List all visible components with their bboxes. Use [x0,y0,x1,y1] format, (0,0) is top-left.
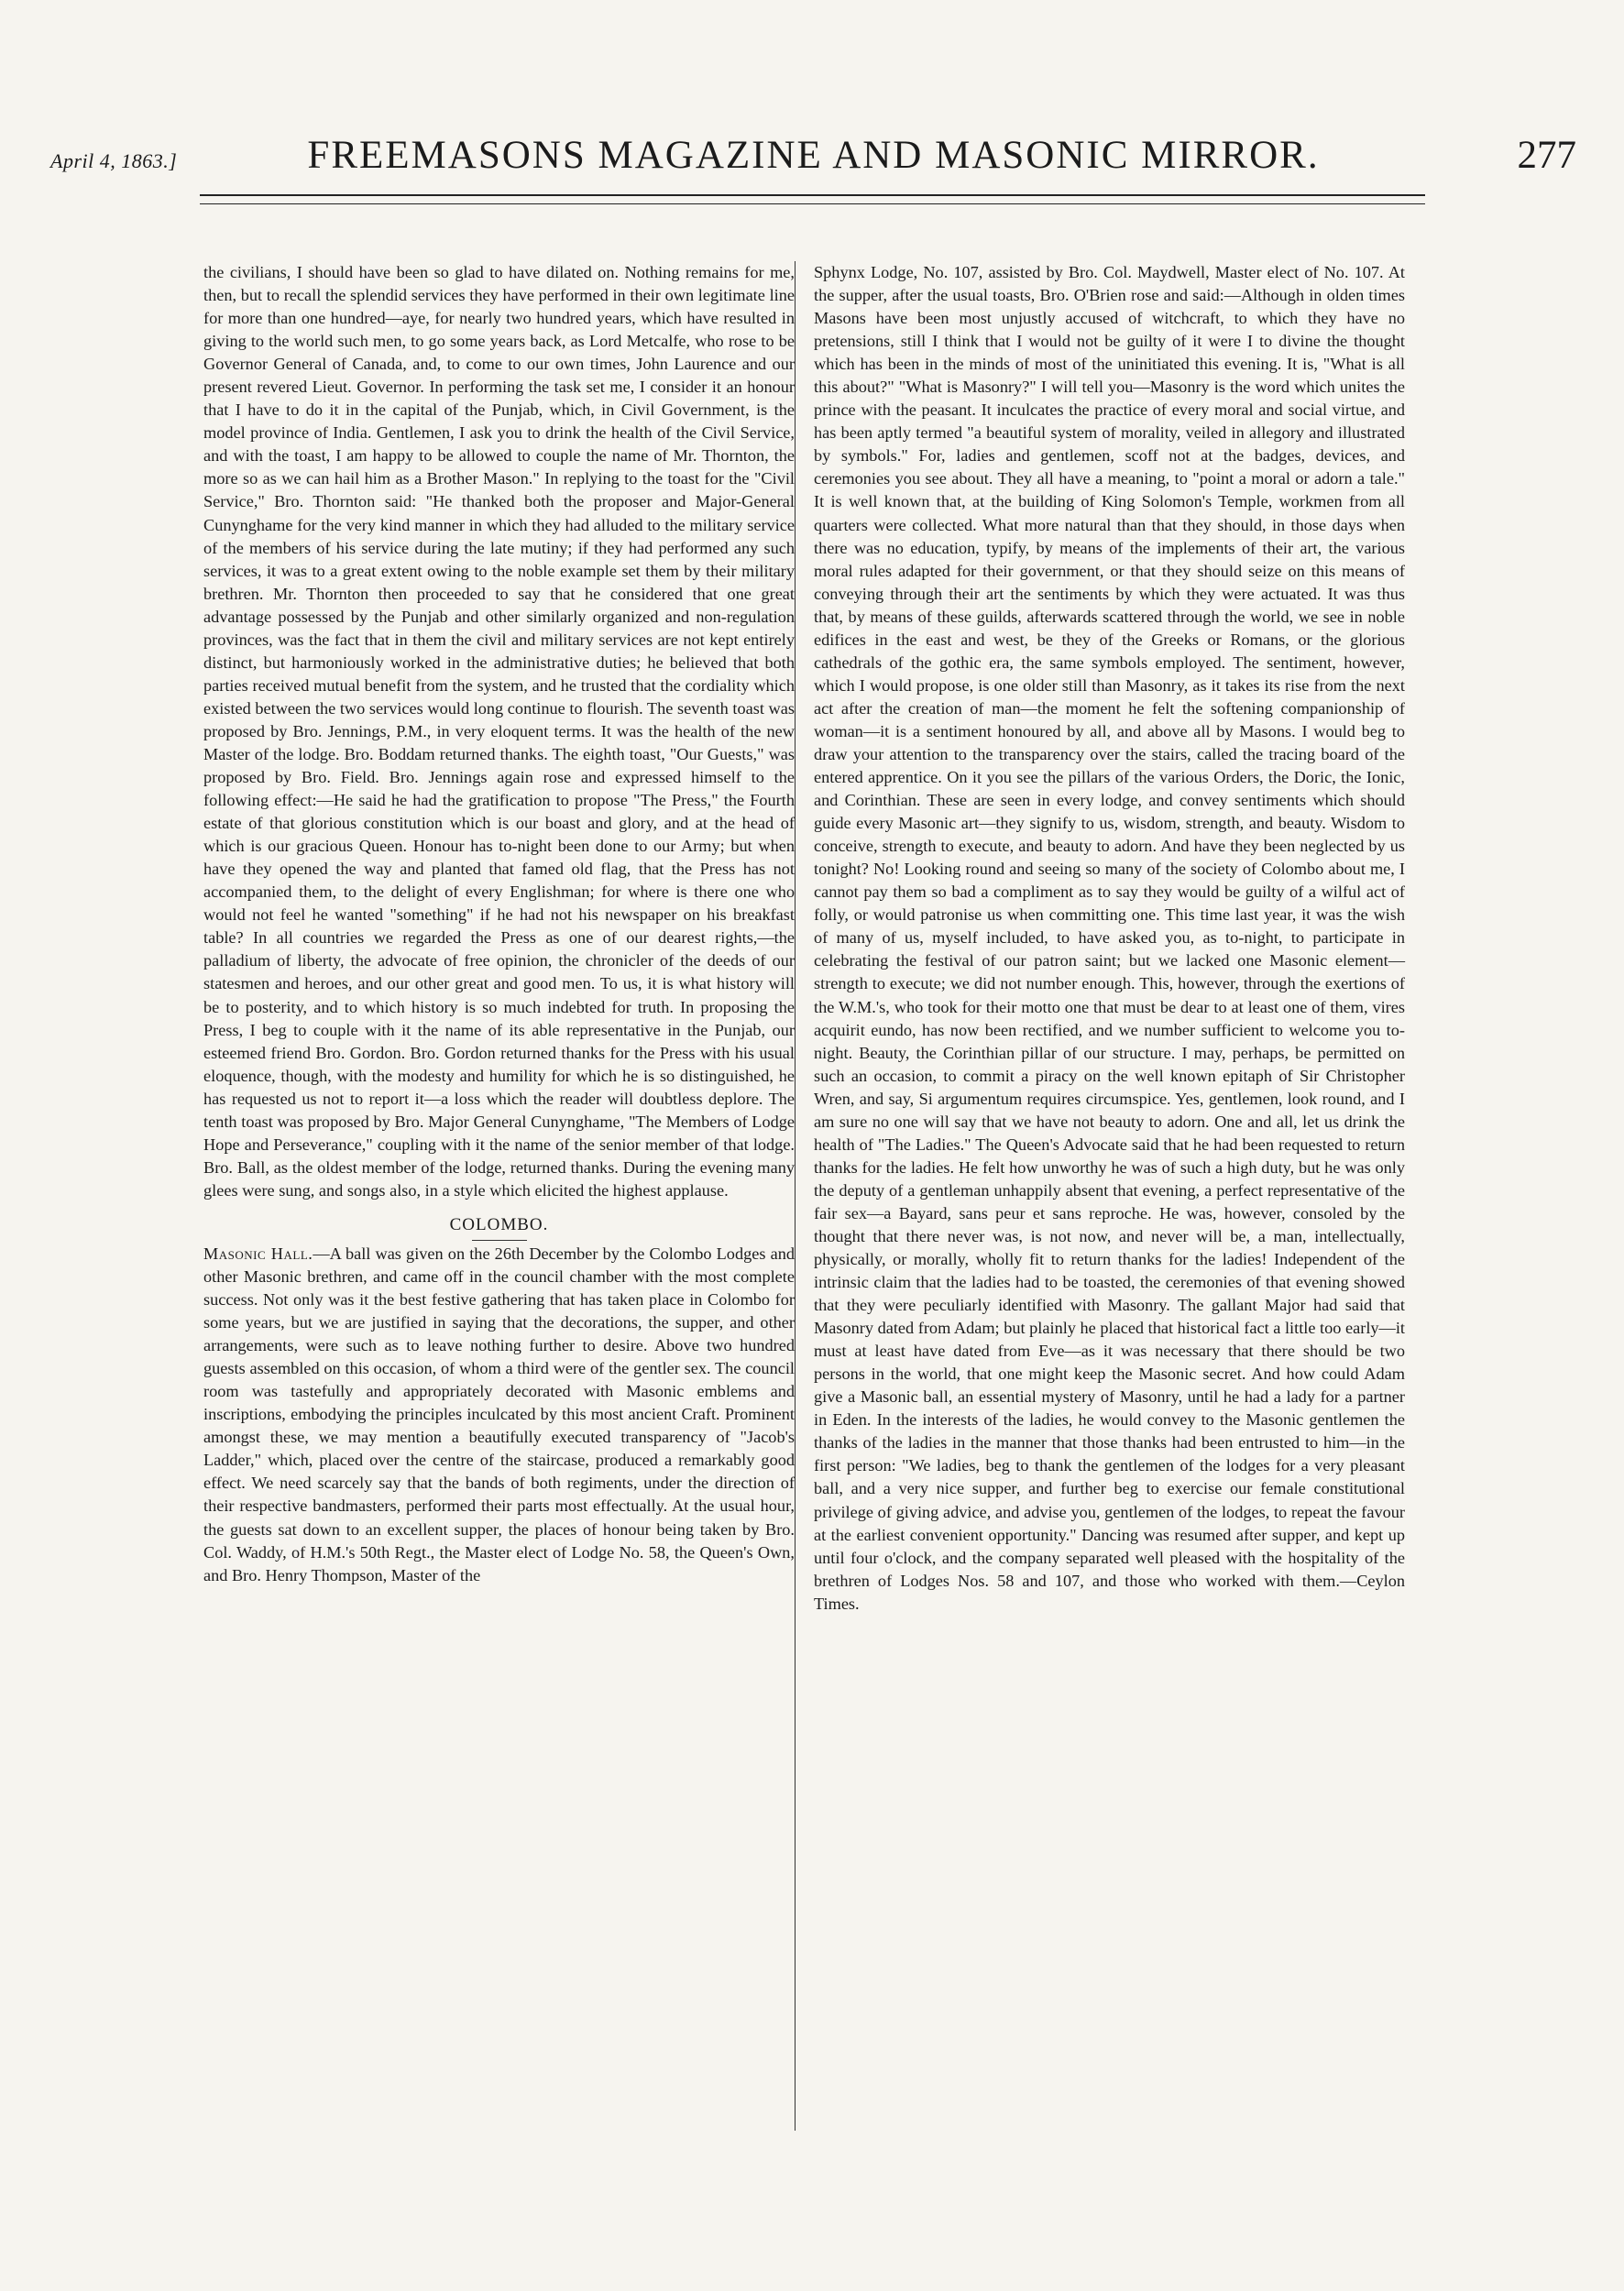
article-paragraph: the civilians, I should have been so glad to have dilated on. Nothing remains for me, then, but to recall the splendid services they have performed in their own legitimate line for more than one hundred—aye, for nearly two hundred years, which have resulted in giving to the world such men, to go some years back, as Lord Metcalfe, who rose to be Governor General of Canada, and, to come to our own times, John Laurence and our present revered Lieut. Governor. In performing the task set me, I consider it an honour that I have to do it in the capital of the Punjab, which, in Civil Government, is the model province of India. Gentlemen, I ask you to drink the health of the Civil Service, and with the toast, I am happy to be allowed to couple the name of Mr. Thornton, the more so as we can hail him as a Brother Mason." In replying to the toast for the "Civil Service," Bro. Thornton said: "He thanked both the proposer and Major-General Cunynghame for the very kind manner in which they had alluded to the military service of the members of his service during the late mutiny; if they had performed any such services, it was to a great extent owing to the noble example set them by their military brethren. Mr. Thornton then proceeded to say that he considered that one great advantage possessed by the Punjab and other similarly organized and non-regulation provinces, was the fact that in them the civil and military services are not kept entirely distinct, but harmoniously worked in the administrative duties; he believed that both parties received mutual benefit from the system, and he trusted that the cordiality which existed between the two services would long continue to flourish. The seventh toast was proposed by Bro. Jennings, P.M., in very eloquent terms. It was the health of the new Master of the lodge. Bro. Boddam returned thanks. The eighth toast, "Our Guests," was proposed by Bro. Field. Bro. Jennings again rose and expressed himself to the following effect:—He said he had the gratification to propose "The Press," the Fourth estate of that glorious constitution which is our boast and glory, and at the head of which is our gracious Queen. Honour has to-night been done to our Army; but when have they opened the way and planted that famed old flag, that the Press has not accompanied them, to the delight of every Englishman; for where is there one who would not feel he wanted "something" if he had not his newspaper on his breakfast table? In all countries we regarded the Press as one of our dearest rights,—the palladium of liberty, the advocate of free opinion, the chronicler of the deeds of our statesmen and heroes, and our other great and good men. To us, it is what history will be to posterity, and to which history is so much indebted for truth. In proposing the Press, I beg to couple with it the name of its able representative in the Punjab, our esteemed friend Bro. Gordon. Bro. Gordon returned thanks for the Press with his usual eloquence, though, with the modesty and humility for which he is so distinguished, he has requested us not to report it—a loss which the reader will doubtless deplore. The tenth toast was proposed by Bro. Major General Cunynghame, "The Members of Lodge Hope and Perseverance," coupling with it the name of the senior member of that lodge. Bro. Ball, as the oldest member of the lodge, returned thanks. During the evening many glees were sung, and songs also, in a style which elicited the highest applause. [203,263,795,1200]
left-column [203,261,795,1587]
page-number: 277 [1517,134,1576,177]
magazine-title: FREEMASONS MAGAZINE AND MASONIC MIRROR. [307,134,1320,177]
paragraph-lead: Masonic Hall. [203,1244,313,1263]
header-rule-thin [200,203,1425,204]
header-rule-thick [200,194,1425,196]
heading-rule [472,1240,527,1241]
article-paragraph [203,1243,795,1587]
paragraph-body: —A ball was given on the 26th December by the Colombo Lodges and other Masonic brethren, and came off in the council chamber with the most complete success. Not only was it the best festive gathering that has taken place in Colombo for some years, but we are justified in saying that the decorations, the supper, and other arrangements, were such as to leave nothing further to desire. Above two hundred guests assembled on this occasion, of whom a third were of the gentler sex. The council room was tastefully and appropriately decorated with Masonic emblems and inscriptions, embodying the principles inculcated by this most ancient Craft. Prominent amongst these, we may mention a beautifully executed transparency of "Jacob's Ladder," which, placed over the centre of the staircase, produced a remarkably good effect. We need scarcely say that the bands of both regiments, under the direction of their respective bandmasters, performed their parts most effectually. At the usual hour, the guests sat down to an excellent supper, the places of honour being taken by Bro. Col. Waddy, of H.M.'s 50th Regt., the Master elect of Lodge No. 58, the Queen's Own, and Bro. Henry Thompson, Master of the [203,1244,795,1584]
issue-date: April 4, 1863.] [50,149,178,172]
article-paragraph: Sphynx Lodge, No. 107, assisted by Bro. Col. Maydwell, Master elect of No. 107. At the supper, after the usual toasts, Bro. O'Brien rose and said:—Although in olden times Masons have been most unjustly accused of witchcraft, to which they have no pretensions, still I think that I would not be guilty of it were I to divine the thought which has been in the minds of most of the uninitiated this evening. It is, "What is all this about?" "What is Masonry?" I will tell you—Masonry is the word which unites the prince with the peasant. It inculcates the practice of every moral and social virtue, and has been aptly termed "a beautiful system of morality, veiled in allegory and illustrated by symbols." For, ladies and gentlemen, scoff not at the badges, devices, and ceremonies you see about. They all have a meaning, to "point a moral or adorn a tale." It is well known that, at the building of King Solomon's Temple, workmen from all quarters were collected. What more natural than that they should, in those days when there was no education, typify, by means of the implements of their art, the various moral rules adapted for their government, or that they should seize on this means of conveying through their art the sentiments by which they were actuated. It was thus that, by means of these guilds, afterwards scattered through the world, we see in noble edifices in the east and west, be they of the Greeks or Romans, or the glorious cathedrals of the gothic era, the same symbols employed. The sentiment, however, which I would propose, is one older still than Masonry, as it takes its rise from the next act after the creation of man—the moment he felt the softening companionship of woman—it is a sentiment honoured by all, and above all by Masons. I would beg to draw your attention to the transparency over the stairs, called the tracing board of the entered apprentice. On it you see the pillars of the various Orders, the Doric, the Ionic, and Corinthian. These are seen in every lodge, and convey sentiments which should guide every Masonic art—they signify to us, wisdom, strength, and beauty. Wisdom to conceive, strength to execute, and beauty to adorn. And have they been neglected by us tonight? No! Looking round and seeing so many of the society of Colombo about me, I cannot pay them so bad a compliment as to say they would be guilty of a wilful act of folly, or would patronise us when committing one. This time last year, it was the wish of many of us, myself included, to have asked you, as to-night, to participate in celebrating the festival of our patron saint; but we lacked one Masonic element—strength to execute; we did not number enough. This, however, through the exertions of the W.M.'s, who took for their motto one that must be dear to at least one of them, vires acquirit eundo, has now been rectified, and we number sufficient to welcome you to-night. Beauty, the Corinthian pillar of our structure. I may, perhaps, be permitted on such an occasion, to commit a piracy on the well known epitaph of Sir Christopher Wren, and say, Si argumentum requires circumspice. Yes, gentlemen, look round, and I am sure no one will say that we have not beauty to adorn. One and all, let us drink the health of "The Ladies." The Queen's Advocate said that he had been requested to return thanks for the ladies. He felt how unworthy he was of such a high duty, but he was only the deputy of a gentleman unhappily absent that evening, a perfect representative of the fair sex—a Bayard, sans peur et sans reproche. He was, however, consoled by the thought that there never was, is not now, and never will be, a man, intellectually, physically, or morally, wholly fit to return thanks for the ladies! Independent of the intrinsic claim that the ladies had to be toasted, the ceremonies of that evening showed that they were peculiarly identified with Masonry. The gallant Major had said that Masonry dated from Adam; but plainly he placed that historical fact a little too early—it must at least have dated from Eve—as it was necessary that there should be two persons in the world, that one might keep the Masonic secret. And how could Adam give a Masonic ball, an essential mystery of Masonry, until he had a lady for a partner in Eden. In the interests of the ladies, he would convey to the Masonic gentlemen the thanks of the ladies in the manner that those thanks had been entrusted to him—in the first person: "We ladies, beg to thank the gentlemen of the lodges for a very pleasant ball, and a very nice supper, and further beg to exercise our female constitutional privilege of giving advice, and advise you, gentlemen of the lodges, to repeat the favour at the earliest convenient opportunity." Dancing was resumed after supper, and kept up until four o'clock, and the company separated well pleased with the hospitality of the brethren of Lodges Nos. 58 and 107, and those who worked with them.—Ceylon Times. [814,263,1405,1613]
column-divider [795,261,796,2131]
right-column [814,261,1405,1616]
section-heading: COLOMBO. [449,1214,549,1234]
page-header [50,133,1576,188]
